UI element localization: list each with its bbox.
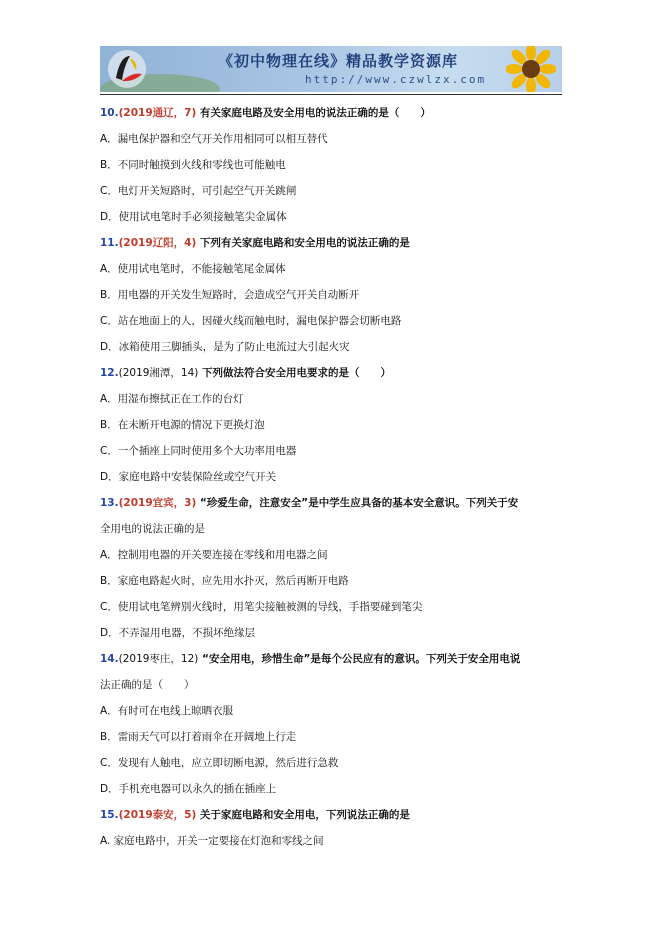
answer-option: D．手机充电器可以永久的插在插座上 bbox=[100, 783, 277, 795]
question-source: (2019枣庄，12) bbox=[118, 653, 199, 665]
site-logo-icon bbox=[106, 48, 148, 90]
answer-option: B．用电器的开关发生短路时，会造成空气开关自动断开 bbox=[100, 289, 360, 301]
question-text: “珍爱生命，注意安全”是中学生应具备的基本安全意识。下列关于安 bbox=[196, 497, 519, 509]
banner-url[interactable]: http://www.czwlzx.com bbox=[305, 73, 487, 86]
answer-option: C．站在地面上的人，因碰火线而触电时，漏电保护器会切断电路 bbox=[100, 315, 402, 327]
question-stem bbox=[100, 360, 570, 386]
answer-option: A．有时可在电线上晾晒衣服 bbox=[100, 705, 234, 717]
question-text: 下列有关家庭电路和安全用电的说法正确的是 bbox=[196, 237, 410, 249]
question-stem bbox=[100, 230, 570, 256]
question-number: 11. bbox=[100, 237, 119, 249]
question-continuation: 全用电的说法正确的是 bbox=[100, 523, 205, 535]
question-source: (2019通辽，7) bbox=[118, 107, 197, 119]
answer-option: C．发现有人触电，应立即切断电源，然后进行急救 bbox=[100, 757, 339, 769]
header-rule bbox=[100, 94, 562, 95]
question-text: 有关家庭电路及安全用电的说法正确的是（ ） bbox=[196, 107, 431, 119]
question-stem bbox=[100, 100, 570, 126]
answer-option: C．一个插座上同时使用多个大功率用电器 bbox=[100, 445, 297, 457]
sunflower-icon bbox=[506, 46, 556, 92]
question-source: (2019辽阳，4) bbox=[118, 237, 197, 249]
answer-option: B．雷雨天气可以打着雨伞在开阔地上行走 bbox=[100, 731, 297, 743]
answer-option: B．在未断开电源的情况下更换灯泡 bbox=[100, 419, 265, 431]
question-continuation: 法正确的是（ ） bbox=[100, 679, 195, 691]
answer-option: D．冰箱使用三脚插头，是为了防止电流过大引起火灾 bbox=[100, 341, 350, 353]
answer-option: C．使用试电笔辨别火线时，用笔尖接触被测的导线，手指要碰到笔尖 bbox=[100, 601, 423, 613]
question-text: 关于家庭电路和安全用电，下列说法正确的是 bbox=[196, 809, 410, 821]
banner-title: 《初中物理在线》精品教学资源库 bbox=[218, 52, 459, 70]
question-stem bbox=[100, 490, 570, 516]
question-list bbox=[100, 100, 570, 854]
answer-option: B．家庭电路起火时，应先用水扑灭，然后再断开电路 bbox=[100, 575, 349, 587]
question-text: 下列做法符合安全用电要求的是（ ） bbox=[198, 367, 392, 379]
answer-option: D．不弄湿用电器，不损坏绝缘层 bbox=[100, 627, 256, 639]
answer-option: A．控制用电器的开关要连接在零线和用电器之间 bbox=[100, 549, 328, 561]
question-stem bbox=[100, 646, 570, 672]
answer-option: A．漏电保护器和空气开关作用相同可以相互替代 bbox=[100, 133, 328, 145]
question-stem bbox=[100, 802, 570, 828]
question-number: 12. bbox=[100, 367, 119, 379]
answer-option: D．使用试电笔时手必须接触笔尖金属体 bbox=[100, 211, 287, 223]
answer-option: A．使用试电笔时，不能接触笔尾金属体 bbox=[100, 263, 286, 275]
answer-option: A. 家庭电路中，开关一定要接在灯泡和零线之间 bbox=[100, 835, 324, 847]
answer-option: B．不同时触摸到火线和零线也可能触电 bbox=[100, 159, 286, 171]
header-banner bbox=[100, 46, 562, 92]
answer-option: C．电灯开关短路时，可引起空气开关跳闸 bbox=[100, 185, 297, 197]
question-number: 10. bbox=[100, 107, 119, 119]
answer-option: D．家庭电路中安装保险丝或空气开关 bbox=[100, 471, 277, 483]
question-text: “安全用电，珍惜生命”是每个公民应有的意识。下列关于安全用电说 bbox=[198, 653, 521, 665]
answer-option: A．用湿布擦拭正在工作的台灯 bbox=[100, 393, 244, 405]
question-source: (2019泰安，5) bbox=[118, 809, 197, 821]
question-number: 15. bbox=[100, 809, 119, 821]
question-source: (2019宜宾，3) bbox=[118, 497, 197, 509]
question-number: 14. bbox=[100, 653, 119, 665]
question-source: (2019湘潭，14) bbox=[118, 367, 199, 379]
question-number: 13. bbox=[100, 497, 119, 509]
